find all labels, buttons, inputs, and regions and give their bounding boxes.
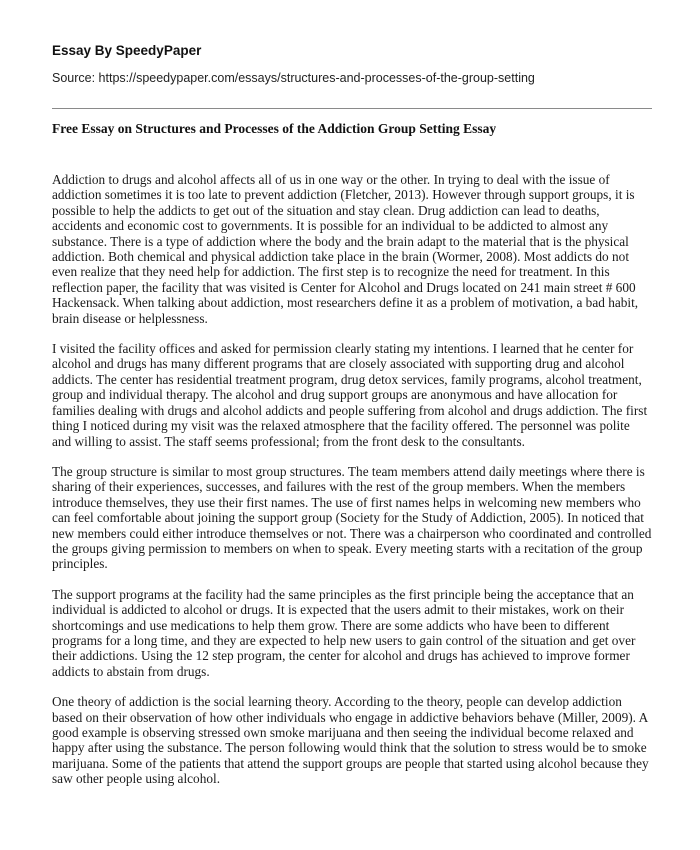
essay-paragraph: The support programs at the facility had the same principles as the first principle being the acceptance that an individual is addicted to alcohol or drugs. It is expected that the users admit to their mistakes, work on their shortcomings and use medications to help them grow. There are some addicts who have been to different programs for a long time, and they are expected to help new users to gain control of the situation and get over their addictions. Using the 12 step program, the center for alcohol and drugs has achieved to improve former addicts to abstain from drugs. xyxy=(52,586,636,679)
header-source: Source: https://speedypaper.com/essays/structures-and-processes-of-the-group-setting xyxy=(52,71,535,85)
essay-paragraph: One theory of addiction is the social learning theory. According to the theory, people can develop addiction based on their observation of how other individuals who engage in addictive behaviors behave (Miller, 2009). A good example is observing stressed own smoke marijuana and then seeing the individual become relaxed and happy after using the substance. The person following would think that the solution to stress would be to smoke marijuana. Some of the patients that attend the support groups are people that started using alcohol because they saw other people using alcohol. xyxy=(52,694,649,787)
header-divider xyxy=(52,108,652,109)
header-title: Essay By SpeedyPaper xyxy=(52,43,202,58)
essay-paragraph: Addiction to drugs and alcohol affects all of us in one way or the other. In trying to deal with the issue of addiction sometimes it is too late to prevent addiction (Fletcher, 2013). However through support groups, it is possible to help the addicts to get out of the situation and stay clean. Drug addiction can lead to deaths, accidents and economic cost to governments. It is possible for an individual to be addicted to almost any substance. There is a type of addiction where the body and the brain adapt to the material that is the physical addiction. Both chemical and physical addiction take place in the brain (Wormer, 2008). Most addicts do not even realize that they need help for addiction. The first step is to recognize the need for treatment. In this reflection paper, the facility that was visited is Center for Alcohol and Drugs located on 241 main street # 600 Hackensack. When talking about addiction, most researchers define it as a problem of motivation, a bad habit, brain disease or helplessness. xyxy=(52,172,639,326)
essay-paragraph: I visited the facility offices and asked for permission clearly stating my intentions. I learned that he center for alcohol and drugs has many different programs that are closely associated with supporting drug and alcohol addicts. The center has residential treatment program, drug detox services, family programs, alcohol treatment, group and individual therapy. The alcohol and drug support groups are anonymous and have allocation for families dealing with drugs and alcohol addicts and people suffering from alcohol and drugs addiction. The first thing I noticed during my visit was the relaxed atmosphere that the facility offered. The personnel was polite and willing to assist. The staff seems professional; from the front desk to the consultants. xyxy=(52,341,648,449)
essay-paragraph: The group structure is similar to most group structures. The team members attend daily meetings where there is sharing of their experiences, successes, and failures with the rest of the group members. When the members introduce themselves, they use their first names. The use of first names helps in welcoming new members who can feel comfortable about joining the support group (Society for the Study of Addiction, 2005). In noticed that new members could either introduce themselves or not. There was a chairperson who coordinated and controlled the groups giving permission to members on when to speak. Every meeting starts with a recitation of the group principles. xyxy=(52,463,652,572)
essay-title: Free Essay on Structures and Processes of the Addiction Group Setting Essay xyxy=(52,121,497,136)
essay-body xyxy=(52,172,652,802)
